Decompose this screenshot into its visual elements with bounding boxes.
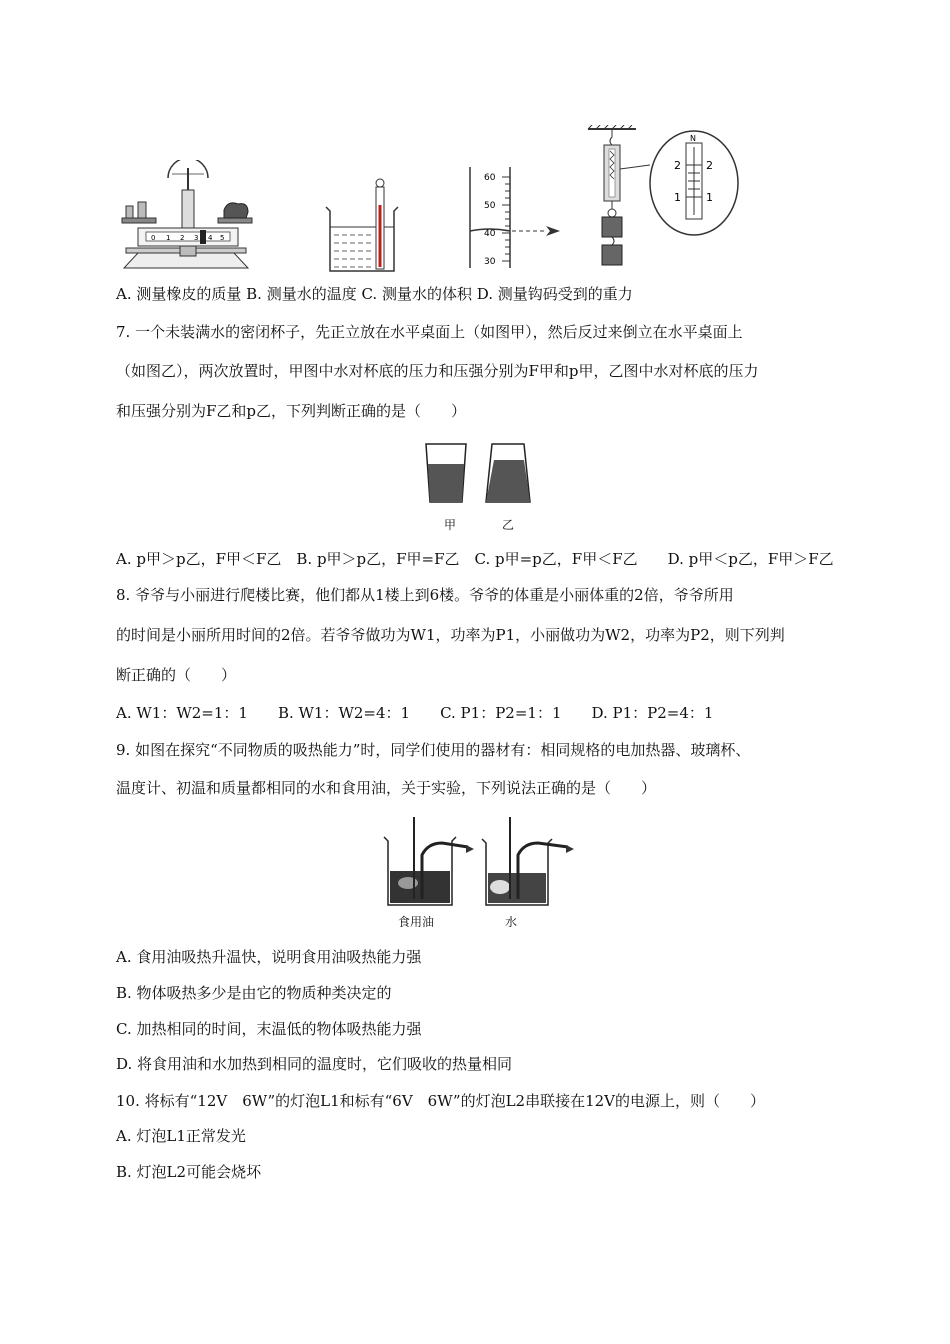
thermometer-beaker-figure [322, 175, 402, 275]
spring-label-2r: 2 [706, 159, 713, 172]
caption-water: 水 [505, 915, 518, 929]
q9-option-a: A. 食用油吸热升温快，说明食用油吸热能力强 [116, 948, 422, 966]
caption-jia: 甲 [444, 518, 457, 532]
q9-option-d: D. 将食用油和水加热到相同的温度时，它们吸收的热量相同 [116, 1055, 513, 1073]
caption-oil: 食用油 [398, 915, 435, 929]
spring-label-n: N [690, 134, 696, 143]
q7-line-3: 和压强分别为F乙和p乙，下列判断正确的是（ ） [116, 402, 467, 420]
q10-option-a: A. 灯泡L1正常发光 [116, 1127, 246, 1145]
balance-figure [116, 160, 256, 275]
scale-label-5: 5 [220, 234, 225, 242]
cylinder-tick-50: 50 [484, 201, 496, 211]
scale-label-0: 0 [151, 234, 156, 242]
cylinder-tick-60: 60 [484, 173, 496, 183]
scale-label-3: 3 [194, 234, 199, 242]
graduated-cylinder-figure [462, 165, 562, 270]
scale-label-4: 4 [208, 234, 213, 242]
q10-option-b: B. 灯泡L2可能会烧坏 [116, 1163, 262, 1181]
cylinder-tick-40: 40 [484, 229, 496, 239]
q7-options: A. p甲＞p乙，F甲＜F乙 B. p甲＞p乙，F甲=F乙 C. p甲=p乙，F甲＜F乙 D. p甲＜p乙，F甲＞F乙 [116, 550, 834, 568]
q9-option-b: B. 物体吸热多少是由它的物质种类决定的 [116, 984, 392, 1002]
q8-options: A. W1：W2=1：1 B. W1：W2=4：1 C. P1：P2=1：1 D. P1：P2=4：1 [116, 704, 714, 722]
cylinder-tick-30: 30 [484, 257, 496, 267]
spring-scale-figure [582, 125, 742, 275]
cups-figure [420, 440, 540, 510]
q9-line-1: 9. 如图在探究“不同物质的吸热能力”时，同学们使用的器材有：相同规格的电加热器、玻璃杯、 [116, 741, 751, 759]
q8-line-1: 8. 爷爷与小丽进行爬楼比赛，他们都从1楼上到6楼。爷爷的体重是小丽体重的2倍，爷爷所用 [116, 586, 734, 604]
q6-options: A. 测量橡皮的质量 B. 测量水的温度 C. 测量水的体积 D. 测量钩码受到的重力 [116, 285, 633, 303]
q7-line-1: 7. 一个未装满水的密闭杯子，先正立放在水平桌面上（如图甲），然后反过来倒立在水平桌面上 [116, 323, 743, 341]
spring-label-1r: 1 [706, 191, 713, 204]
q9-line-2: 温度计、初温和质量都相同的水和食用油，关于实验，下列说法正确的是（ ） [116, 779, 657, 797]
q10-line-1: 10. 将标有“12V 6W”的灯泡L1和标有“6V 6W”的灯泡L2串联接在12V的电源上，则（ ） [116, 1092, 766, 1110]
scale-label-2: 2 [180, 234, 185, 242]
scale-label-1: 1 [166, 234, 171, 242]
q9-option-c: C. 加热相同的时间，末温低的物体吸热能力强 [116, 1020, 422, 1038]
q8-line-3: 断正确的（ ） [116, 666, 237, 684]
q7-line-2: （如图乙），两次放置时，甲图中水对杯底的压力和压强分别为F甲和p甲，乙图中水对杯底的压力 [116, 362, 759, 380]
spring-label-1l: 1 [674, 191, 681, 204]
spring-label-2l: 2 [674, 159, 681, 172]
heating-beakers-figure [378, 815, 578, 910]
q8-line-2: 的时间是小丽所用时间的2倍。若爷爷做功为W1，功率为P1，小丽做功为W2，功率为P2，则下列判 [116, 626, 785, 644]
caption-yi: 乙 [502, 518, 515, 532]
